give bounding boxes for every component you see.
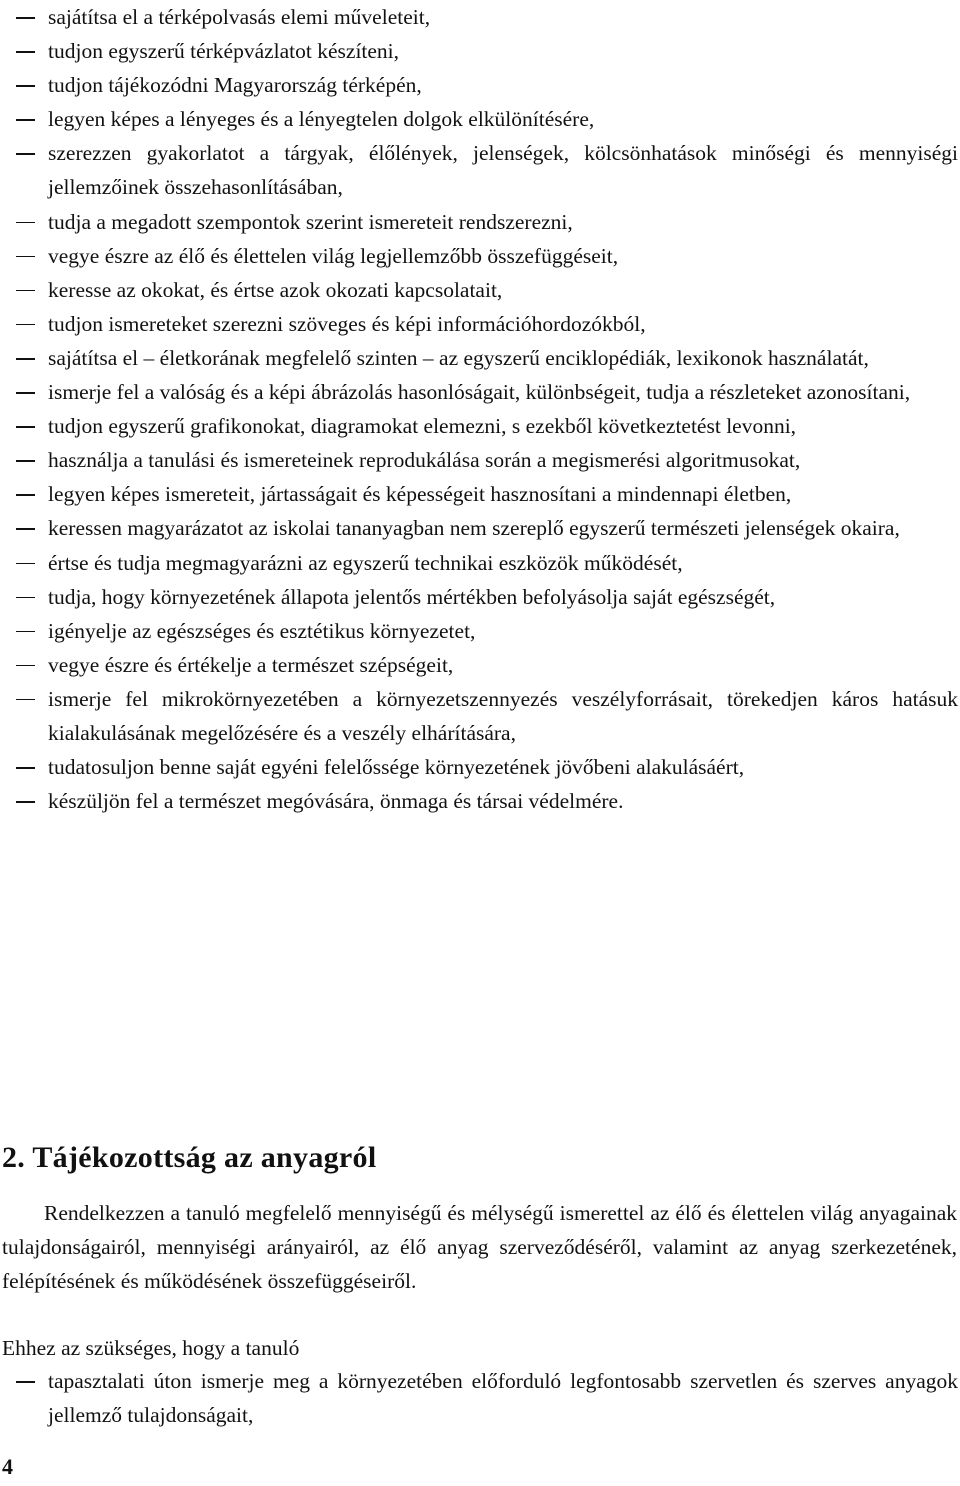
list-item: tudja a megadott szempontok szerint ismereteit rendszerezni, <box>0 205 958 239</box>
list-item: keressen magyarázatot az iskolai tananyagban nem szereplő egyszerű természeti jelenségek okaira, <box>0 511 958 545</box>
list-item: tudjon ismereteket szerezni szöveges és képi információhordozókból, <box>0 307 958 341</box>
section-heading: 2. Tájékozottság az anyagról <box>2 1141 377 1174</box>
list-item: vegye észre az élő és élettelen világ legjellemzőbb összefüggéseit, <box>0 239 958 273</box>
list-item: tudjon egyszerű térképvázlatot készíteni, <box>0 34 958 68</box>
list-item: legyen képes a lényeges és a lényegtelen dolgok elkülönítésére, <box>0 102 958 136</box>
list-item: tudjon egyszerű grafikonokat, diagramokat elemezni, s ezekből következtetést levonni, <box>0 409 958 443</box>
list-item: sajátítsa el – életkorának megfelelő szinten – az egyszerű enciklopédiák, lexikonok használatát, <box>0 341 958 375</box>
list-item: igényelje az egészséges és esztétikus környezetet, <box>0 614 958 648</box>
list-item: ismerje fel a valóság és a képi ábrázolás hasonlóságait, különbségeit, tudja a részleteket azonosítani, <box>0 375 958 409</box>
list-item: tudatosuljon benne saját egyéni felelőssége környezetének jövőbeni alakulásáért, <box>0 750 958 784</box>
list-item: keresse az okokat, és értse azok okozati kapcsolatait, <box>0 273 958 307</box>
list-item: legyen képes ismereteit, jártasságait és képességeit hasznosítani a mindennapi életben, <box>0 477 958 511</box>
list-item: tudja, hogy környezetének állapota jelentős mértékben befolyásolja saját egészségét, <box>0 580 958 614</box>
list-item: szerezzen gyakorlatot a tárgyak, élőlények, jelenségek, kölcsönhatások minőségi és mennyiségi jellemzőinek összehasonlításában, <box>0 136 958 204</box>
list-item: tapasztalati úton ismerje meg a környezetében előforduló legfontosabb szervetlen és szerves anyagok jellemző tulajdonságait, <box>0 1364 958 1432</box>
list-item: használja a tanulási és ismereteinek reprodukálása során a megismerési algoritmusokat, <box>0 443 958 477</box>
list-item: ismerje fel mikrokörnyezetében a környezetszennyezés veszélyforrásait, törekedjen káros hatásuk kialakulásának megelőzésére és a veszély elhárítására, <box>0 682 958 750</box>
section-intro: Ehhez az szükséges, hogy a tanuló <box>2 1336 300 1360</box>
page-number: 4 <box>2 1454 13 1479</box>
list-item: tudjon tájékozódni Magyarország térképén, <box>0 68 958 102</box>
section-paragraph: Rendelkezzen a tanuló megfelelő mennyiségű és mélységű ismerettel az élő és élettelen világ anyagainak tulajdonságairól, mennyiségi arányairól, az élő anyag szerveződéséről, valamint az anyag szerkezetének, felépítésének és működésének összefüggéseiről. <box>2 1201 957 1293</box>
list-item: vegye észre és értékelje a természet szépségeit, <box>0 648 958 682</box>
list-item: készüljön fel a természet megóvására, önmaga és társai védelmére. <box>0 784 958 818</box>
list-item: sajátítsa el a térképolvasás elemi műveleteit, <box>0 0 958 34</box>
section-items-list <box>0 1364 958 1432</box>
list-item: értse és tudja megmagyarázni az egyszerű technikai eszközök működését, <box>0 546 958 580</box>
